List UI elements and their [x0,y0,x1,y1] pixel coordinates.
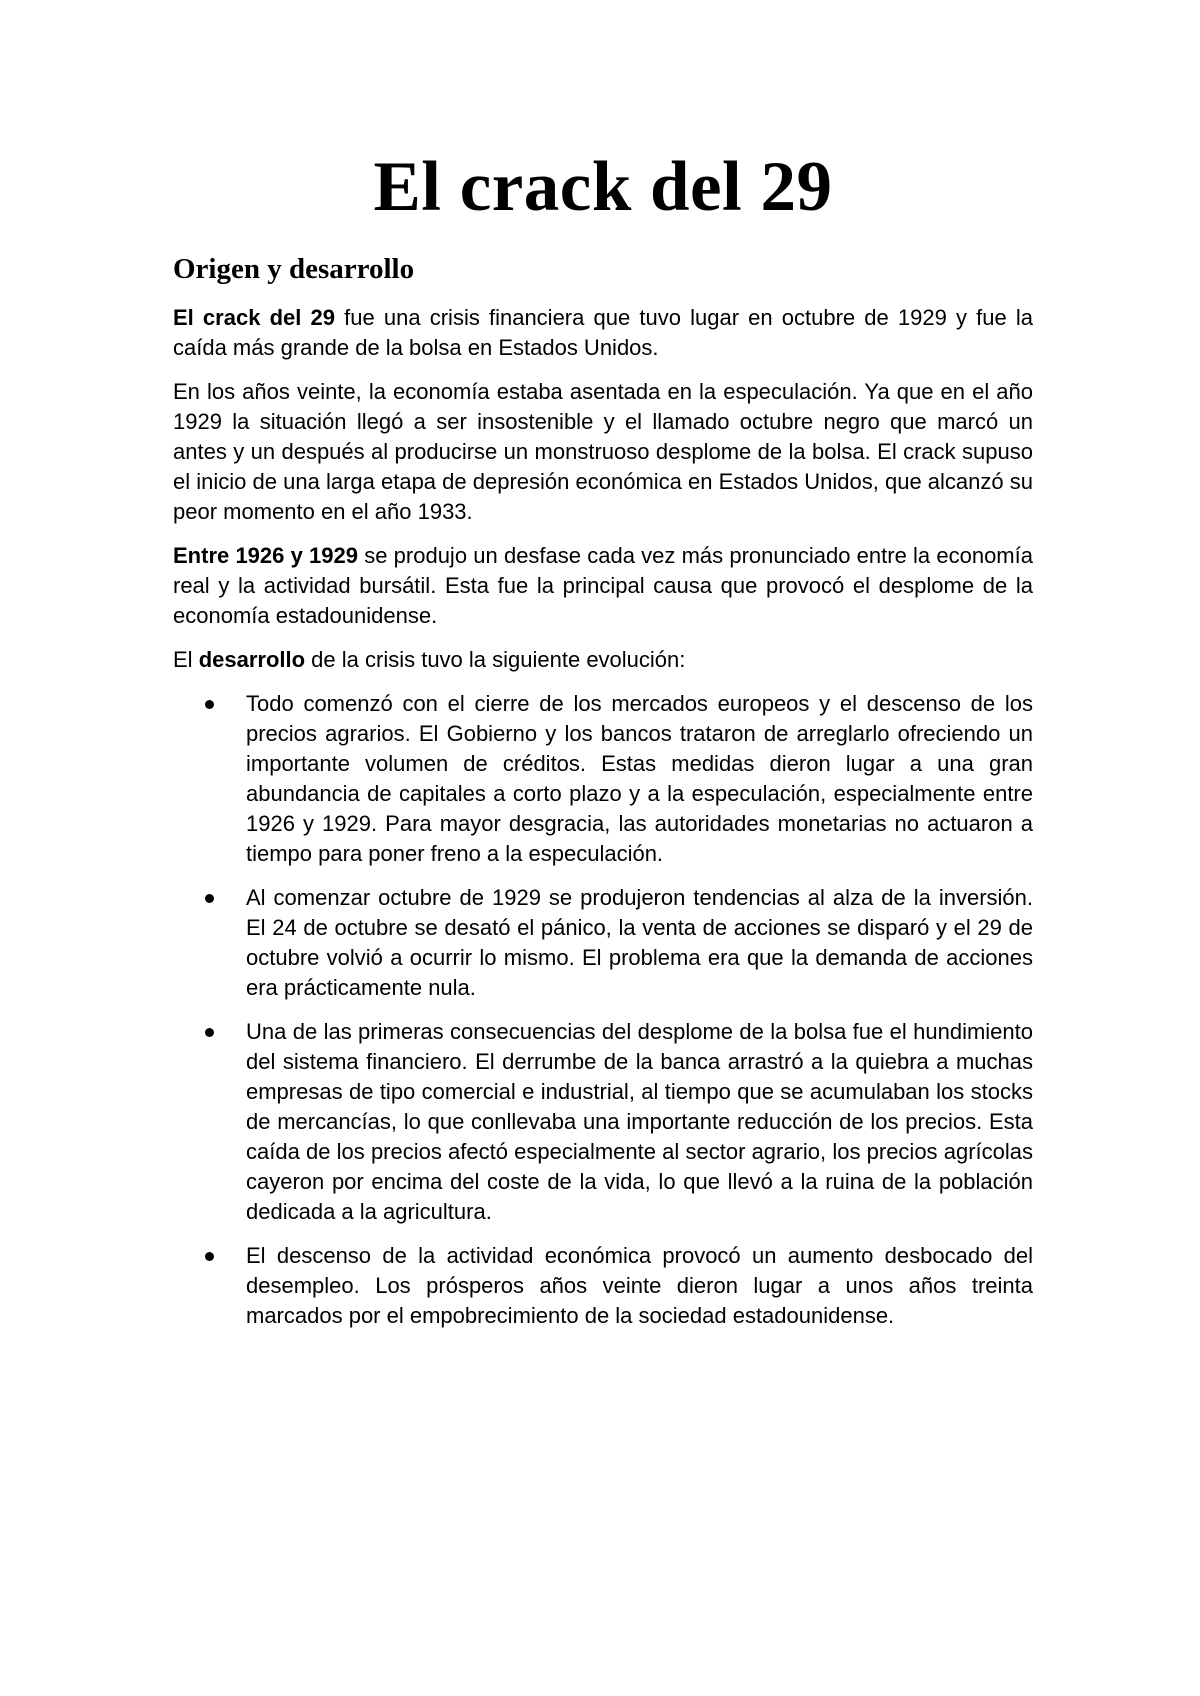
list-item [173,1017,1033,1227]
paragraph-text: En los años veinte, la economía estaba asentada en la especulación. Ya que en el año 1929 la situación llegó a ser insostenible y el llamado octubre negro que marcó un antes y un después al producirse un monstruoso desplome de la bolsa. El crack supuso el inicio de una larga etapa de depresión económica en Estados Unidos, que alcanzó su peor momento en el año 1933. [173,378,1033,524]
bold-lead: Entre 1926 y 1929 [173,542,358,568]
paragraph-prefix: El [173,646,199,672]
bold-lead: El crack del 29 [173,304,335,330]
bullet-icon [205,1252,214,1261]
list-item [173,1241,1033,1331]
paragraph-suffix: de la crisis tuvo la siguiente evolución: [305,646,686,672]
list-item-text: Una de las primeras consecuencias del desplome de la bolsa fue el hundimiento del sistema financiero. El derrumbe de la banca arrastró a la quiebra a muchas empresas de tipo comercial e industrial, al tiempo que se acumulaban los stocks de mercancías, lo que conllevaba una importante reducción de los precios. Esta caída de los precios afectó especialmente al sector agrario, los precios agrícolas cayeron por encima del coste de la vida, lo que llevó a la ruina de la población dedicada a la agricultura. [246,1018,1033,1224]
bullet-icon [205,1028,214,1037]
section-heading: Origen y desarrollo [173,253,415,286]
list-item-text: Todo comenzó con el cierre de los mercados europeos y el descenso de los precios agrarios. El Gobierno y los bancos trataron de arreglarlo ofreciendo un importante volumen de créditos. Estas medidas dieron lugar a una gran abundancia de capitales a corto plazo y a la especulación, especialmente entre 1926 y 1929. Para mayor desgracia, las autoridades monetarias no actuaron a tiempo para poner freno a la especulación. [246,690,1033,866]
document-body [173,148,1033,1345]
bullet-list [173,689,1033,1331]
bold-word: desarrollo [198,646,306,672]
document-title: El crack del 29 [373,148,833,226]
list-item [173,689,1033,869]
bullet-icon [205,700,214,709]
list-item-text: El descenso de la actividad económica provocó un aumento desbocado del desempleo. Los prósperos años veinte dieron lugar a unos años treinta marcados por el empobrecimiento de la sociedad estadounidense. [246,1242,1033,1328]
list-item [173,883,1033,1003]
bullet-icon [205,894,214,903]
paragraph-causes [173,541,1033,631]
paragraph-development-intro [173,645,1033,675]
paragraph-context [173,377,1033,527]
list-item-text: Al comenzar octubre de 1929 se produjeron tendencias al alza de la inversión. El 24 de octubre se desató el pánico, la venta de acciones se disparó y el 29 de octubre volvió a ocurrir lo mismo. El problema era que la demanda de acciones era prácticamente nula. [246,884,1033,1000]
paragraph-text: fue una crisis financiera que tuvo lugar en octubre de 1929 y fue la caída más grande de la bolsa en Estados Unidos. [173,304,1034,360]
paragraph-intro [173,303,1033,363]
paragraph-text: se produjo un desfase cada vez más pronunciado entre la economía real y la actividad bursátil. Esta fue la principal causa que provocó el desplome de la economía estadounidense. [173,542,1033,628]
